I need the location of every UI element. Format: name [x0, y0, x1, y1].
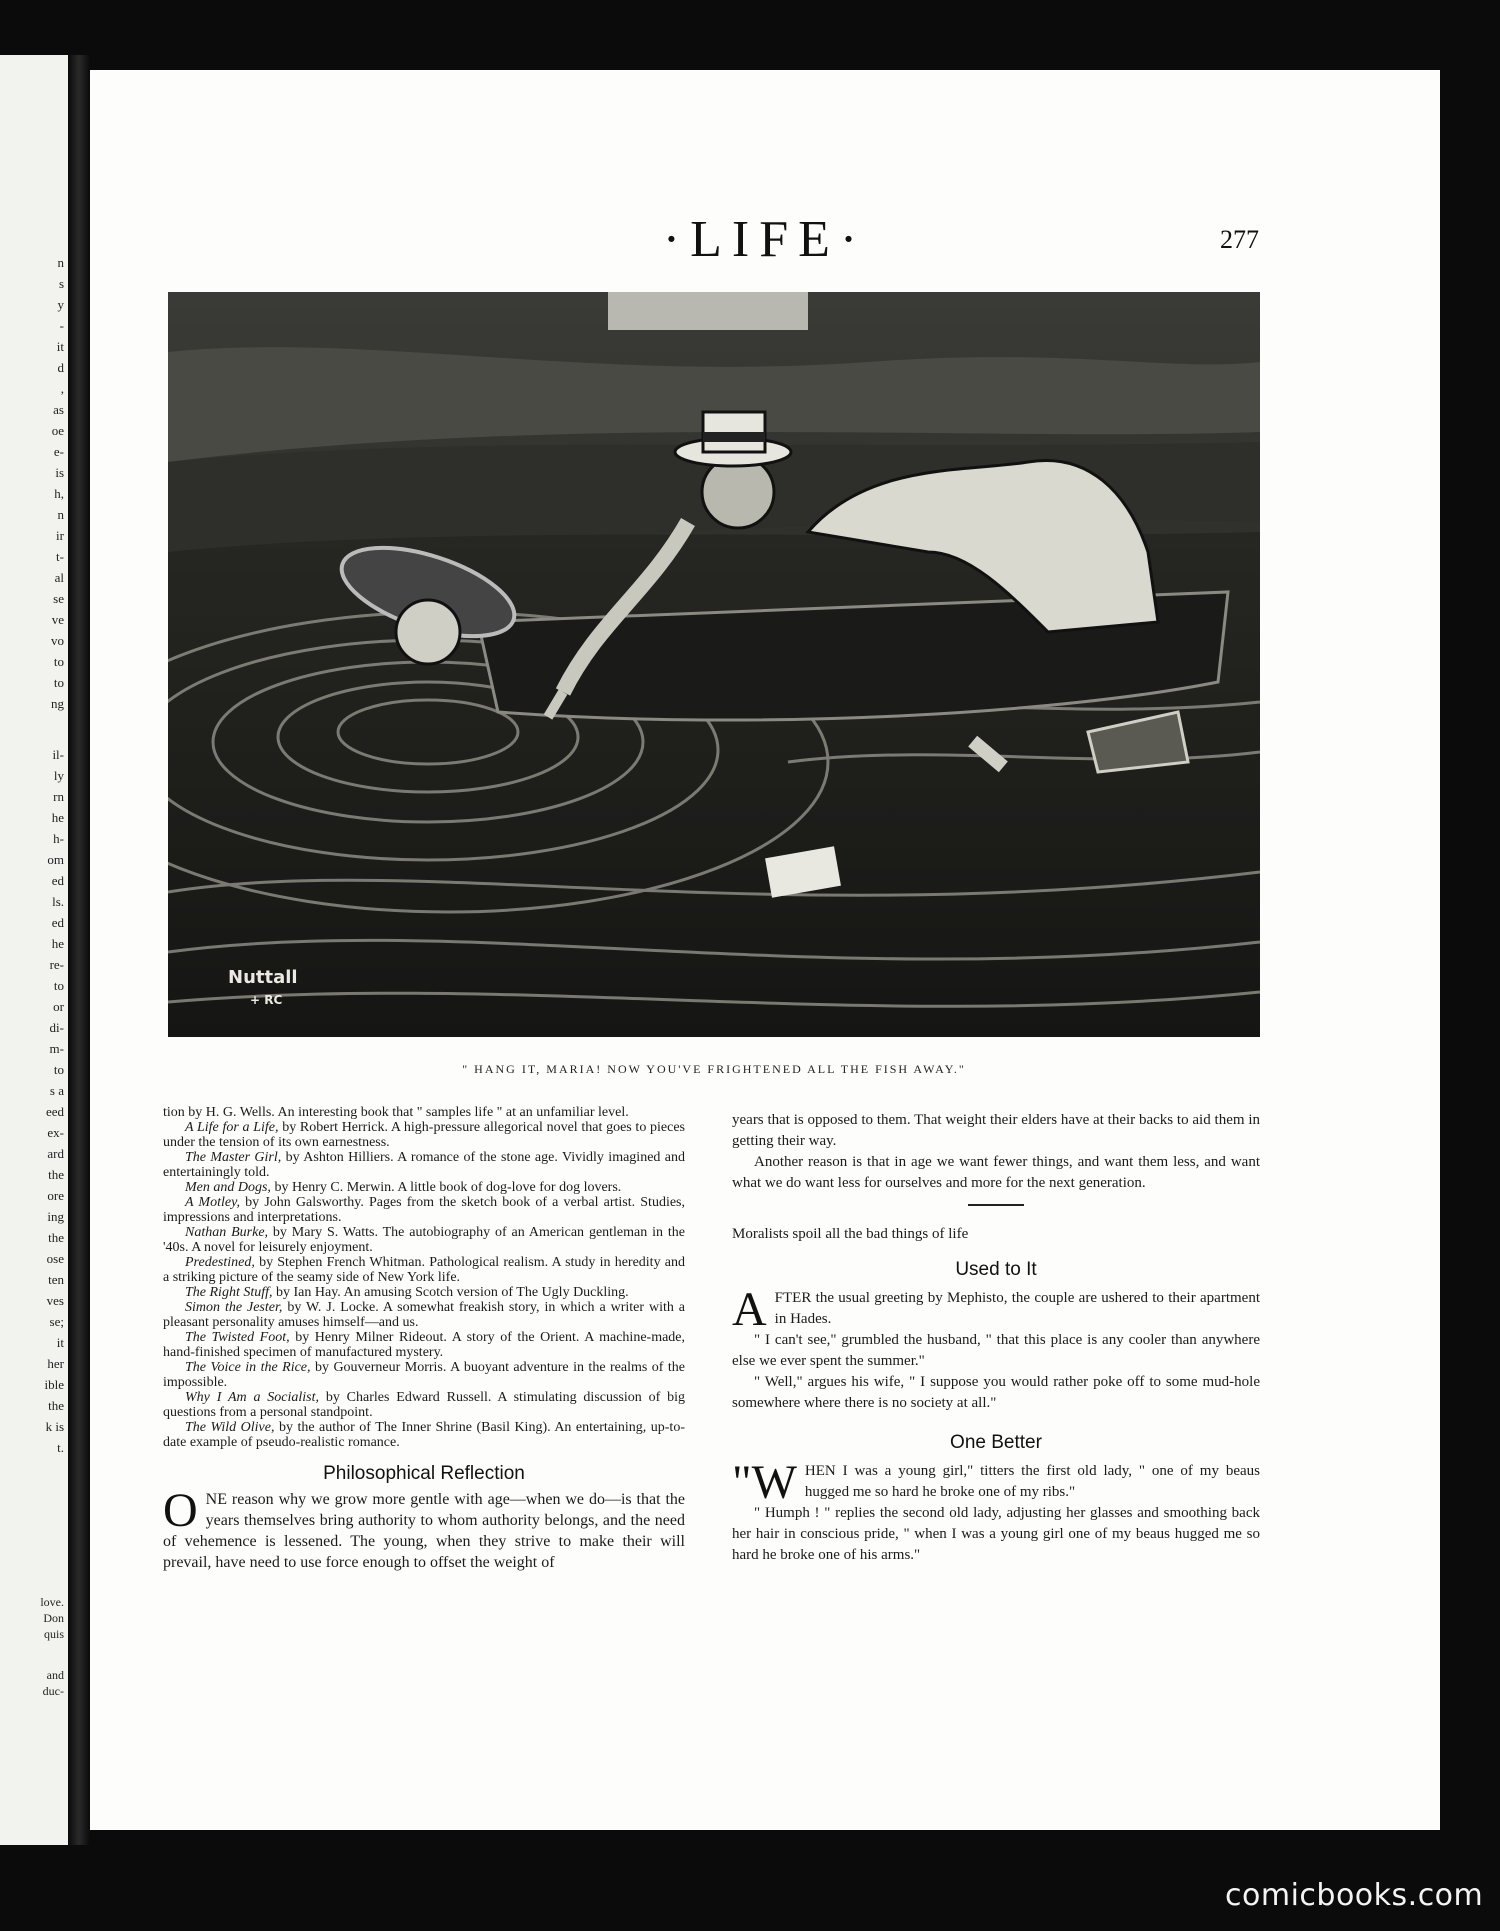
book-description: by Henry C. Merwin. A little book of dog-love for dog lovers. — [270, 1180, 622, 1195]
left-column — [163, 1105, 685, 1573]
book-entry — [163, 1300, 685, 1330]
right-column — [732, 1110, 1260, 1566]
used-to-it-heading: Used to It — [955, 1259, 1037, 1280]
book-title: Why I Am a Socialist, — [185, 1390, 319, 1405]
left-page-fragment: to — [53, 978, 64, 993]
book-title: A Life for a Life, — [185, 1120, 279, 1135]
left-page-fragment: to — [53, 675, 64, 690]
book-entry — [163, 1330, 685, 1360]
page-number: 277 — [1220, 225, 1259, 254]
used-to-it-p2: " I can't see," grumbled the husband, " that this place is any cooler than anywhere else we ever spent the summer." — [732, 1332, 1260, 1369]
left-page-fragment: - — [59, 318, 64, 333]
book-entry — [163, 1195, 685, 1225]
left-page-fragment: ves — [46, 1293, 64, 1308]
book-entry — [163, 1420, 685, 1450]
left-page-fragment: t. — [57, 1440, 64, 1455]
left-page-fragment: ly — [53, 768, 64, 783]
section-rule — [968, 1204, 1024, 1206]
dropcap-w: "W — [732, 1456, 797, 1509]
book-title: Simon the Jester, — [185, 1300, 283, 1315]
left-page-fragment: se — [53, 591, 64, 606]
cartoon-drawing — [168, 292, 1260, 1037]
book-description: by Henry Milner Rideout. A story of the Orient. A machine-made, hand-finished specimen of manufactured mystery. — [163, 1330, 686, 1360]
book-description: by Robert Herrick. A high-pressure allegorical novel that goes to pieces under the tension of its own earnestness. — [163, 1120, 686, 1150]
book-description: by Charles Edward Russell. A stimulating discussion of big questions from a personal standpoint. — [163, 1390, 685, 1420]
left-page-fragment: ng — [51, 696, 64, 711]
left-page-fragment: ing — [47, 1209, 64, 1224]
book-title: The Master Girl, — [185, 1150, 282, 1165]
book-entry — [163, 1255, 685, 1285]
left-page-fragment: it — [56, 339, 64, 354]
left-page-fragment: the — [48, 1230, 64, 1245]
left-page-fragment: he — [51, 810, 64, 825]
left-page-fragment: y — [57, 297, 64, 312]
book-entry — [163, 1360, 685, 1390]
book-entry — [163, 1120, 685, 1150]
left-page-fragment: eed — [45, 1104, 64, 1119]
book-title: Nathan Burke, — [185, 1225, 269, 1240]
left-page-fragment: ten — [48, 1272, 64, 1287]
left-page-fragment: k is — [45, 1419, 64, 1434]
used-to-it-body — [732, 1283, 1260, 1336]
book-entry — [163, 1390, 685, 1420]
left-page-fragment: ls. — [52, 894, 64, 909]
book-description: by Ashton Hilliers. A romance of the stone age. Vividly imagined and entertainingly told. — [163, 1150, 686, 1180]
left-page-fragment: ir — [56, 528, 64, 543]
magazine-page — [90, 70, 1440, 1830]
dropcap-o: O — [163, 1484, 198, 1537]
left-page-fragment: s a — [49, 1083, 64, 1098]
philosophical-continued: years that is opposed to them. That weight their elders have at their backs to aid them in getting their way. — [732, 1112, 1260, 1149]
left-page-fragment: e- — [53, 444, 64, 459]
left-page-fragment: as — [53, 402, 64, 417]
left-page-footnote: and — [46, 1668, 64, 1682]
book-description: by Gouverneur Morris. A buoyant adventure in the realms of the impossible. — [163, 1360, 685, 1390]
left-page-fragment: ore — [47, 1188, 64, 1203]
left-page-fragment: it — [56, 1335, 64, 1350]
left-page-fragment: to — [53, 654, 64, 669]
philosophical-body — [163, 1484, 685, 1573]
used-to-it-p3: " Well," argues his wife, " I suppose you would rather poke off to some mud-hole somewhere where there is no society at all." — [732, 1374, 1260, 1411]
one-better-body — [732, 1456, 1260, 1509]
left-page-fragment: the — [48, 1167, 64, 1182]
left-page-fragment: vo — [51, 633, 64, 648]
left-page-footnote: quis — [43, 1627, 64, 1641]
book-title: The Right Stuff, — [185, 1285, 273, 1300]
site-watermark: comicbooks.com — [1225, 1878, 1484, 1913]
book-description: by Ian Hay. An amusing Scotch version of The Ugly Duckling. — [272, 1285, 629, 1300]
moralists-line: Moralists spoil all the bad things of life — [732, 1226, 969, 1242]
book-description: by John Galsworthy. Pages from the sketch book of a verbal artist. Studies, impressions and interpretations. — [163, 1195, 686, 1225]
book-title: The Wild Olive, — [185, 1420, 275, 1435]
left-page-fragment: t- — [56, 549, 64, 564]
left-page-footnote: duc- — [42, 1684, 64, 1698]
masthead: ·LIFE· — [662, 211, 868, 268]
left-page-fragment: s — [58, 276, 64, 291]
left-page-fragment: n — [57, 507, 64, 522]
used-to-it-p1: FTER the usual greeting by Mephisto, the couple are ushered to their apartment in Hades. — [774, 1290, 1260, 1327]
book-entry — [163, 1225, 685, 1255]
book-title: A Motley, — [185, 1195, 241, 1210]
left-page-fragment: ve — [51, 612, 64, 627]
left-page-fragment: ed — [51, 873, 64, 888]
philosophical-para2: Another reason is that in age we want fewer things, and want them less, and want what we do want less for ourselves and more for the next generation. — [732, 1154, 1260, 1191]
left-page-footnote: Don — [43, 1611, 64, 1625]
one-better-p1: HEN I was a young girl," titters the first old lady, " one of my beaus hugged me so hard he broke one of my ribs." — [804, 1463, 1260, 1500]
book-list — [163, 1105, 685, 1450]
left-page-fragment: h, — [54, 486, 64, 501]
left-page-fragment: oe — [51, 423, 64, 438]
philosophical-text: NE reason why we grow more gentle with age—when we do—is that the years themselves bring authority to whom authority belongs, and the need of vehemence is lessened. The young, when they strive to make their will prevail, have need to use force enough to offset the weight of — [163, 1491, 685, 1571]
book-entry — [163, 1105, 685, 1120]
left-page-fragment: n — [57, 255, 64, 270]
book-title: Predestined, — [185, 1255, 255, 1270]
signature-text: Nuttall — [228, 967, 298, 988]
book-description: by W. J. Locke. A somewhat freakish story, in which a writer with a pleasant personality amuses himself—and us. — [163, 1300, 686, 1330]
left-page-fragment: il- — [52, 747, 64, 762]
left-page-fragment: , — [60, 381, 64, 396]
book-entry — [163, 1180, 685, 1195]
cartoon-illustration — [168, 292, 1260, 1037]
left-page-fragment: the — [48, 1398, 64, 1413]
book-description: tion by H. G. Wells. An interesting book that " samples life " at an unfamiliar level. — [163, 1105, 629, 1120]
one-better-p2: " Humph ! " replies the second old lady, adjusting her glasses and smoothing back her hair in conscious pride, " when I was a young girl one of my beaus hugged me so hard he broke one of his arms." — [732, 1505, 1260, 1563]
left-page-fragment: ible — [44, 1377, 64, 1392]
left-page-fragment: her — [47, 1356, 64, 1371]
left-page-footnote: love. — [40, 1595, 64, 1609]
left-page-fragment: d — [57, 360, 64, 375]
book-title: The Voice in the Rice, — [185, 1360, 311, 1375]
left-page-fragment: ed — [51, 915, 64, 930]
left-page-fragment: re- — [49, 957, 64, 972]
book-description: by Stephen French Whitman. Pathological realism. A study in heredity and a striking picture of the seamy side of New York life. — [163, 1255, 685, 1285]
left-page-fragment: ose — [46, 1251, 64, 1266]
book-entry — [163, 1285, 685, 1300]
left-page-fragment: rn — [53, 789, 64, 804]
left-page-fragment: al — [54, 570, 64, 585]
left-facing-page — [0, 55, 68, 1845]
left-page-fragment: se; — [49, 1314, 64, 1329]
left-page-fragment: di- — [49, 1020, 64, 1035]
book-spine — [68, 55, 90, 1845]
book-description: by the author of The Inner Shrine (Basil King). An entertaining, up-to-date example of pseudo-realistic romance. — [163, 1420, 685, 1450]
philosophical-heading: Philosophical Reflection — [323, 1463, 525, 1484]
book-entry — [163, 1150, 685, 1180]
left-page-fragment: or — [53, 999, 64, 1014]
left-page-fragment: m- — [49, 1041, 64, 1056]
left-page-fragment: h- — [53, 831, 64, 846]
book-title: Men and Dogs, — [185, 1180, 271, 1195]
book-title: The Twisted Foot, — [185, 1330, 290, 1345]
left-page-fragment: is — [55, 465, 64, 480]
left-page-fragment: to — [53, 1062, 64, 1077]
left-page-fragment: om — [47, 852, 64, 867]
left-page-fragment: ard — [47, 1146, 64, 1161]
book-description: by Mary S. Watts. The autobiography of an American gentleman in the '40s. A novel for leisurely enjoyment. — [163, 1225, 686, 1255]
illustration-caption: " HANG IT, MARIA! NOW YOU'VE FRIGHTENED ALL THE FISH AWAY." — [462, 1062, 966, 1076]
one-better-heading: One Better — [950, 1432, 1042, 1453]
artist-signature — [228, 967, 298, 1009]
left-page-fragment: ex- — [47, 1125, 64, 1140]
signature-sub: + RC — [250, 993, 283, 1007]
dropcap-a: A — [732, 1283, 767, 1336]
left-page-fragment: he — [51, 936, 64, 951]
